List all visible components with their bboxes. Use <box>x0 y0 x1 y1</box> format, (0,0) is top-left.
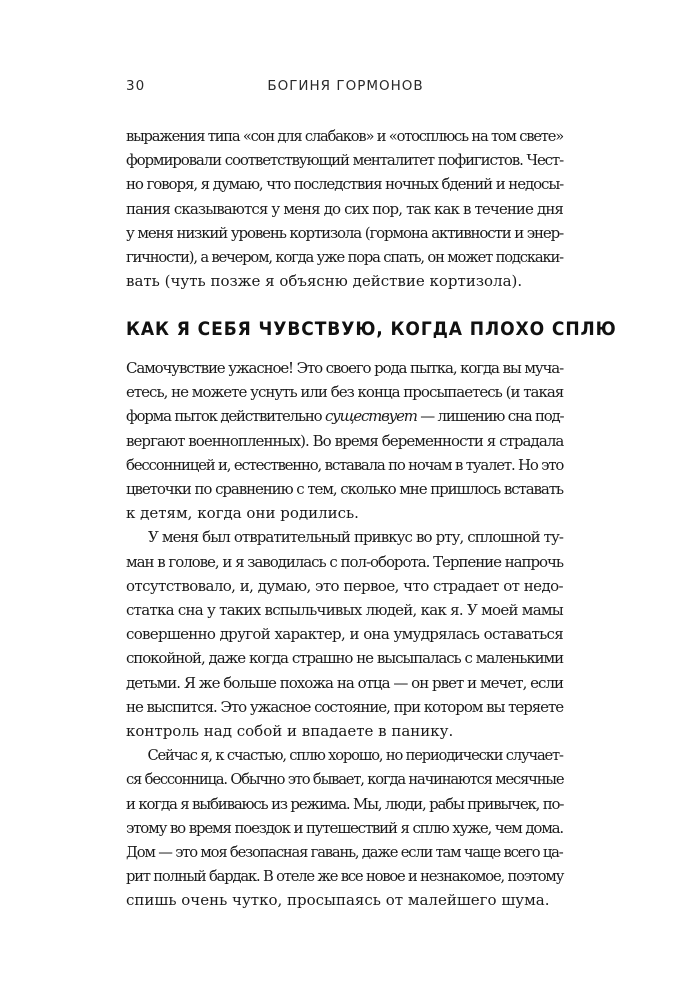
text-line: вать (чуть позже я объясню действие кортизола). <box>126 272 523 291</box>
text-line: к детям, когда они родились. <box>126 504 359 523</box>
text-line: пания сказываются у меня до сих пор, так как в течение дня <box>126 199 563 218</box>
text-line: Дом — это моя безопасная гавань, даже если там чаще всего ца- <box>126 843 563 862</box>
text-line: статка сна у таких вспыльчивых людей, как я. У моей мамы <box>126 601 563 620</box>
text-line: рит полный бардак. В отеле же все новое и незнакомое, поэтому <box>126 867 564 886</box>
text-line: спокойной, даже когда страшно не высыпалась с маленькими <box>126 649 563 668</box>
text-line: и когда я выбиваюсь из режима. Мы, люди, рабы привычек, по- <box>126 794 564 813</box>
text-segment: форма пыток действительно <box>126 407 325 426</box>
text-line <box>126 404 564 428</box>
text-line: У меня был отвратительный привкус во рту, сплошной ту- <box>148 528 563 547</box>
text-line: бессонницей и, естественно, вставала по ночам в туалет. Но это <box>126 455 564 474</box>
text-line: Самочувствие ужасное! Это своего рода пытка, когда вы муча- <box>126 359 563 377</box>
paragraph-2 <box>126 525 563 743</box>
text-line: не выспится. Это ужасное состояние, при котором вы теряете <box>126 697 564 716</box>
emphasis-text: существует <box>324 407 417 426</box>
intro-text <box>126 124 563 293</box>
book-title: БОГИНЯ ГОРМОНОВ <box>267 78 424 94</box>
text-line: этому во время поездок и путешествий я сплю хуже, чем дома. <box>126 818 563 837</box>
text-line: отсутствовало, и, думаю, это первое, что страдает от недо- <box>126 576 563 595</box>
text-line: ман в голове, и я заводилась с пол-оборота. Терпение напрочь <box>126 552 563 571</box>
intro-paragraph <box>126 124 563 293</box>
text-line: ся бессонница. Обычно это бывает, когда начинаются месячные <box>126 770 564 789</box>
text-line: цветочки по сравнению с тем, сколько мне пришлось вставать <box>126 480 563 499</box>
text-line: детьми. Я же больше похожа на отца — он рвет и мечет, если <box>126 673 563 692</box>
text-line: гичности), а вечером, когда уже пора спать, он может подскаки- <box>126 248 563 267</box>
text-line: Сейчас я, к счастью, сплю хорошо, но периодически случает- <box>147 746 563 765</box>
text-line: совершенно другой характер, и она умудрялась оставаться <box>126 625 563 644</box>
section-heading: КАК Я СЕБЯ ЧУВСТВУЮ, КОГДА ПЛОХО СПЛЮ <box>126 318 617 340</box>
paragraph-3 <box>126 743 563 912</box>
text-line: у меня низкий уровень кортизола (гормона активности и энер- <box>126 223 563 242</box>
paragraph-1 <box>126 356 563 525</box>
text-line: но говоря, я думаю, что последствия ночных бдений и недосы- <box>126 175 564 194</box>
text-line: контроль над собой и впадаете в панику. <box>126 722 454 741</box>
section-body <box>126 356 563 913</box>
text-line: формировали соответствующий менталитет пофигистов. Чест- <box>126 151 563 170</box>
text-line: выражения типа «сон для слабаков» и «отосплюсь на том свете» <box>126 127 564 145</box>
text-line: спишь очень чутко, просыпаясь от малейшего шума. <box>126 891 550 910</box>
running-head <box>126 78 565 98</box>
text-line: етесь, не можете уснуть или без конца просыпаетесь (и такая <box>126 383 564 402</box>
text-line: вергают военнопленных). Во время беременности я страдала <box>126 431 564 450</box>
text-segment: — лишению сна под- <box>416 407 564 426</box>
page-number: 30 <box>126 78 146 94</box>
